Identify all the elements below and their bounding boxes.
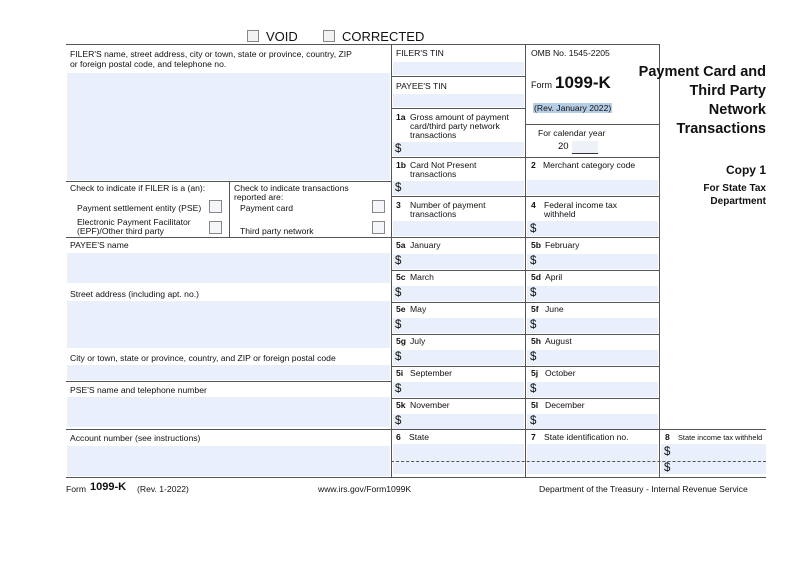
- footer-revision: (Rev. 1-2022): [137, 484, 189, 494]
- box-5l-number: 5l: [531, 400, 539, 410]
- rule: [391, 398, 659, 399]
- column-divider-2: [525, 44, 526, 477]
- corrected-label: CORRECTED: [342, 29, 425, 44]
- pse-option-label: Payment settlement entity (PSE): [77, 203, 202, 213]
- rule: [66, 181, 391, 182]
- box-5k-dollar: $: [395, 415, 402, 427]
- form-bottom-border: [66, 477, 766, 478]
- rule: [391, 334, 659, 335]
- box-1a-label-2: card/third party network: [410, 121, 500, 131]
- city-label: City or town, state or province, country, and ZIP or foreign postal code: [70, 353, 336, 363]
- box-5f-dollar: $: [530, 319, 537, 331]
- box-5g-label: July: [410, 336, 426, 346]
- box-5d-number: 5d: [531, 272, 542, 282]
- box-5f-label: June: [545, 304, 564, 314]
- box-5a-label: January: [410, 240, 441, 250]
- box-5f-number: 5f: [531, 304, 539, 314]
- box-7-label: State identification no.: [544, 432, 629, 442]
- box-5h-field[interactable]: [527, 350, 658, 365]
- box-5d-dollar: $: [530, 287, 537, 299]
- box-5i-label: September: [410, 368, 453, 378]
- box-5k-label: November: [410, 400, 450, 410]
- box-1a-field[interactable]: [393, 142, 524, 156]
- payee-name-label: PAYEE'S name: [70, 240, 129, 250]
- box-4-label: Federal income tax: [544, 200, 618, 210]
- pse-name-label: PSE'S name and telephone number: [70, 385, 207, 395]
- pse-name-field[interactable]: [67, 397, 390, 427]
- filer-name-label: FILER'S name, street address, city or town, state or province, country, ZIP: [70, 49, 352, 59]
- corrected-checkbox[interactable]: [323, 30, 335, 42]
- box-1b-label: Card Not Present: [410, 160, 477, 170]
- rule: [391, 157, 659, 158]
- state-dash-line: [391, 461, 766, 462]
- street-address-label: Street address (including apt. no.): [70, 289, 199, 299]
- box-5c-dollar: $: [395, 287, 402, 299]
- box-5h-number: 5h: [531, 336, 542, 346]
- omb-number: OMB No. 1545-2205: [531, 48, 610, 58]
- box-6-label: State: [409, 432, 430, 442]
- filer-type-heading: Check to indicate if FILER is a (an):: [70, 183, 206, 193]
- box-5h-label: August: [545, 336, 572, 346]
- box-5e-number: 5e: [396, 304, 406, 314]
- third-party-network-label: Third party network: [240, 226, 314, 236]
- box-5a-dollar: $: [395, 255, 402, 267]
- transactions-heading: Check to indicate transactions: [234, 183, 349, 193]
- box-8-dollar-1: $: [664, 446, 671, 458]
- box-5k-field[interactable]: [393, 414, 524, 429]
- form-title-line-3: Network: [708, 102, 766, 118]
- box-1a-dollar: $: [395, 143, 402, 155]
- filer-type-divider: [229, 181, 230, 238]
- calendar-year-prefix: 20: [558, 141, 569, 152]
- box-1a-label-3: transactions: [410, 130, 457, 140]
- payment-card-label: Payment card: [240, 203, 294, 213]
- account-number-label: Account number (see instructions): [70, 433, 201, 443]
- box-8-label: State income tax withheld: [678, 433, 763, 442]
- box-5e-label: May: [410, 304, 427, 314]
- box-5j-number: 5j: [531, 368, 539, 378]
- epf-option-label: Electronic Payment Facilitator: [77, 217, 191, 227]
- box-3-field[interactable]: [393, 221, 524, 236]
- box-5c-label: March: [410, 272, 434, 282]
- rule: [391, 108, 525, 109]
- filer-tin-field[interactable]: [393, 62, 524, 75]
- box-8-field[interactable]: [661, 444, 766, 474]
- void-label: VOID: [266, 29, 298, 44]
- revision-date: (Rev. January 2022): [534, 103, 612, 113]
- box-1a-number: 1a: [396, 112, 406, 122]
- copy-label: Copy 1: [725, 163, 766, 177]
- box-5j-field[interactable]: [527, 382, 658, 397]
- box-4-number: 4: [531, 200, 536, 210]
- box-1b-label-2: transactions: [410, 169, 457, 179]
- box-5g-number: 5g: [396, 336, 407, 346]
- form-top-border: [66, 44, 660, 45]
- box-5e-dollar: $: [395, 319, 402, 331]
- box-5l-dollar: $: [530, 415, 537, 427]
- box-2-field[interactable]: [527, 180, 658, 195]
- box-7-number: 7: [531, 432, 536, 442]
- footer-form-word: Form: [66, 484, 87, 494]
- form-title-line-2: Third Party: [689, 83, 766, 99]
- box-2-label: Merchant category code: [543, 160, 636, 170]
- filer-name-field[interactable]: [67, 73, 390, 180]
- calendar-year-label: For calendar year: [538, 128, 606, 138]
- box-5a-number: 5a: [396, 240, 406, 250]
- box-8-number: 8: [665, 432, 670, 442]
- box-3-number: 3: [396, 200, 401, 210]
- box-5b-dollar: $: [530, 255, 537, 267]
- box-1a-label: Gross amount of payment: [410, 112, 509, 122]
- box-5i-number: 5i: [396, 368, 404, 378]
- payee-tin-label: PAYEE'S TIN: [396, 81, 447, 91]
- box-1b-field[interactable]: [393, 181, 524, 195]
- rule: [391, 366, 659, 367]
- box-5i-dollar: $: [395, 383, 402, 395]
- box-3-label: Number of payment: [410, 200, 486, 210]
- copy-recipient: [660, 182, 766, 208]
- box-5d-field[interactable]: [527, 286, 658, 301]
- box-8-dollar-2: $: [664, 462, 671, 474]
- box-6-number: 6: [396, 432, 401, 442]
- box-5j-label: October: [545, 368, 576, 378]
- box-4-field[interactable]: [527, 221, 658, 236]
- box-5b-label: February: [545, 240, 580, 250]
- epf-option-label-2: (EPF)/Other third party: [77, 226, 164, 236]
- rule: [391, 302, 659, 303]
- form-title-line-4: Transactions: [676, 121, 766, 137]
- form-title-line-1: Payment Card and: [638, 64, 766, 80]
- box-1b-dollar: $: [395, 182, 402, 194]
- form-name: 1099-K: [555, 73, 611, 92]
- calendar-year-underline: [572, 153, 598, 154]
- box-7-field[interactable]: [527, 444, 658, 474]
- transactions-heading-2: reported are:: [234, 192, 284, 202]
- box-5l-label: December: [545, 400, 585, 410]
- box-2-number: 2: [531, 160, 536, 170]
- form-word: Form: [531, 80, 552, 90]
- copy-recipient-line-1: For State Tax: [703, 183, 766, 194]
- footer-url[interactable]: www.irs.gov/Form1099K: [318, 484, 412, 494]
- copy-recipient-line-2: Department: [710, 196, 766, 207]
- box-4-dollar: $: [530, 223, 537, 235]
- box-5b-number: 5b: [531, 240, 542, 250]
- rule: [391, 270, 659, 271]
- box-5d-label: April: [545, 272, 563, 282]
- box-5i-field[interactable]: [393, 382, 524, 397]
- rule: [66, 237, 659, 238]
- box-5c-number: 5c: [396, 272, 406, 282]
- box-5l-field[interactable]: [527, 414, 658, 429]
- box-5k-number: 5k: [396, 400, 406, 410]
- box-5g-field[interactable]: [393, 350, 524, 365]
- void-checkbox[interactable]: [247, 30, 259, 42]
- box-5e-field[interactable]: [393, 318, 524, 333]
- box-5h-dollar: $: [530, 351, 537, 363]
- box-5c-field[interactable]: [393, 286, 524, 301]
- epf-checkbox[interactable]: [209, 221, 222, 234]
- payee-name-field[interactable]: [67, 253, 390, 283]
- pse-checkbox[interactable]: [209, 200, 222, 213]
- rule: [391, 196, 659, 197]
- box-3-label-2: transactions: [410, 209, 457, 219]
- box-5f-field[interactable]: [527, 318, 658, 333]
- payment-card-checkbox[interactable]: [372, 200, 385, 213]
- box-5j-dollar: $: [530, 383, 537, 395]
- third-party-network-checkbox[interactable]: [372, 221, 385, 234]
- box-5g-dollar: $: [395, 351, 402, 363]
- box-1b-number: 1b: [396, 160, 407, 170]
- filer-tin-label: FILER'S TIN: [396, 48, 444, 58]
- account-number-field[interactable]: [67, 446, 390, 476]
- box-4-label-2: withheld: [544, 209, 576, 219]
- footer-form-name: 1099-K: [90, 481, 127, 493]
- box-6-field[interactable]: [393, 444, 524, 474]
- rule: [66, 381, 391, 382]
- footer-department: Department of the Treasury - Internal Revenue Service: [539, 484, 748, 494]
- form-title: [620, 63, 766, 139]
- city-field[interactable]: [67, 365, 390, 380]
- box-5a-field[interactable]: [393, 254, 524, 269]
- filer-name-label-2: or foreign postal code, and telephone no.: [70, 59, 227, 69]
- rule: [66, 429, 766, 430]
- box-5b-field[interactable]: [527, 254, 658, 269]
- rule: [391, 76, 525, 77]
- street-address-field[interactable]: [67, 301, 390, 348]
- payee-tin-field[interactable]: [393, 94, 524, 107]
